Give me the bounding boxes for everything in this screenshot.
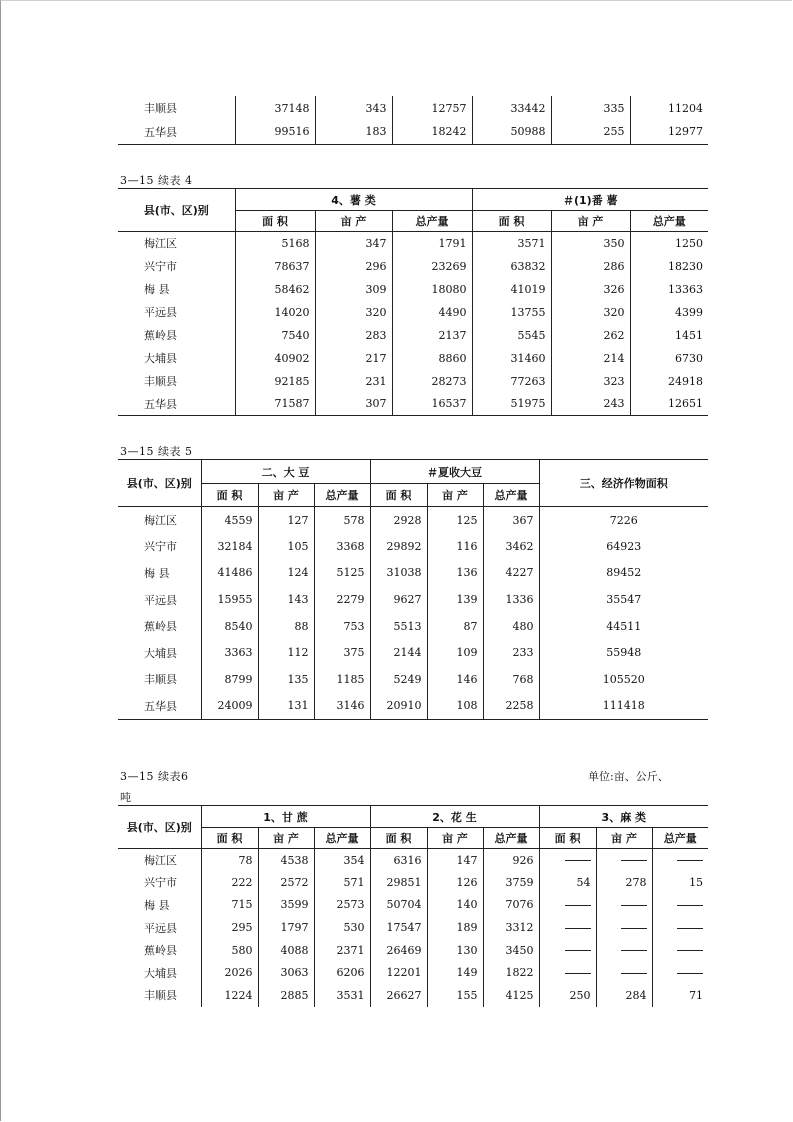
subheader-output: 总产量	[483, 828, 539, 849]
data-cell: 222	[201, 871, 258, 894]
region-name: 梅 县	[118, 278, 235, 301]
data-cell: 3312	[483, 916, 539, 939]
data-cell: 326	[551, 278, 630, 301]
data-cell: 78637	[235, 255, 315, 278]
table-row	[118, 639, 708, 666]
table-row	[118, 301, 708, 324]
dash-line	[677, 973, 703, 974]
data-cell: 1336	[483, 586, 539, 613]
data-cell: 78	[201, 849, 258, 872]
data-cell: 14020	[235, 301, 315, 324]
table-row	[118, 324, 708, 347]
unit-label: 单位:亩、公斤、	[588, 770, 669, 783]
data-cell: 2137	[392, 324, 472, 347]
data-cell: 15955	[201, 586, 258, 613]
table-row	[118, 871, 708, 894]
data-cell: 7226	[609, 513, 638, 527]
table5	[118, 459, 708, 720]
data-cell: 11204	[668, 101, 703, 115]
data-cell: 255	[551, 120, 630, 144]
data-cell: 146	[427, 666, 483, 693]
subheader-output: 总产量	[314, 484, 370, 507]
data-cell: 140	[427, 894, 483, 917]
data-cell: 32184	[201, 533, 258, 560]
data-cell: 3599	[258, 894, 314, 917]
data-cell: 243	[551, 393, 630, 416]
data-cell: 112	[258, 639, 314, 666]
empty-dash	[596, 894, 652, 917]
table-row	[118, 666, 708, 693]
data-cell: 6730	[675, 351, 704, 365]
data-cell: 1185	[314, 666, 370, 693]
data-cell: 28273	[392, 370, 472, 393]
data-cell: 295	[201, 916, 258, 939]
data-cell: 108	[427, 693, 483, 720]
data-cell: 12651	[630, 393, 708, 416]
table5-caption: 3—15 续表 5	[120, 445, 193, 458]
data-cell: 64923	[606, 539, 642, 553]
data-cell: 4490	[392, 301, 472, 324]
empty-dash	[539, 916, 596, 939]
subheader-area: 面 积	[370, 484, 427, 507]
region-name: 丰顺县	[118, 984, 201, 1007]
table-row	[118, 507, 708, 534]
data-cell: 217	[315, 347, 392, 370]
table6-caption: 3—15 续表6	[120, 770, 189, 783]
region-name: 大埔县	[118, 961, 201, 984]
data-cell: 12977	[630, 120, 708, 144]
data-cell: 753	[314, 613, 370, 640]
data-cell: 18230	[668, 259, 704, 273]
data-cell: 3531	[314, 984, 370, 1007]
data-cell: 183	[315, 120, 392, 144]
data-cell: 480	[483, 613, 539, 640]
data-cell: 5168	[235, 232, 315, 255]
data-cell: 33442	[472, 96, 551, 120]
data-cell: 189	[427, 916, 483, 939]
data-cell: 231	[315, 370, 392, 393]
data-cell: 926	[483, 849, 539, 872]
empty-dash	[652, 894, 708, 917]
region-name: 蕉岭县	[118, 939, 201, 962]
table-row	[118, 916, 708, 939]
data-cell: 136	[427, 560, 483, 587]
table-row	[118, 849, 708, 872]
region-name: 丰顺县	[118, 370, 235, 393]
data-cell: 147	[427, 849, 483, 872]
data-cell: 3146	[314, 693, 370, 720]
data-cell: 7076	[483, 894, 539, 917]
data-cell: 278	[596, 871, 652, 894]
data-cell: 3363	[201, 639, 258, 666]
data-cell: 51975	[472, 393, 551, 416]
dash-line	[621, 928, 647, 929]
dash-line	[565, 928, 591, 929]
data-cell: 124	[258, 560, 314, 587]
dash-line	[621, 860, 647, 861]
data-cell: 2144	[370, 639, 427, 666]
table-row	[118, 96, 708, 120]
unit-label-continuation: 吨	[120, 791, 131, 804]
data-cell: 13363	[668, 282, 704, 296]
data-cell: 126	[427, 871, 483, 894]
table-row	[118, 370, 708, 393]
data-cell: 309	[315, 278, 392, 301]
subheader-yield: 亩 产	[258, 484, 314, 507]
data-cell: 571	[314, 871, 370, 894]
data-cell: 15	[689, 875, 704, 889]
region-name: 兴宁市	[118, 255, 235, 278]
data-cell: 250	[539, 984, 596, 1007]
data-cell: 3063	[258, 961, 314, 984]
data-cell: 3368	[314, 533, 370, 560]
data-cell: 1250	[675, 236, 704, 250]
region-name: 梅江区	[118, 507, 201, 534]
region-header: 县(市、区)别	[118, 189, 235, 232]
table-row	[118, 533, 708, 560]
data-cell: 5125	[314, 560, 370, 587]
dash-line	[565, 905, 591, 906]
data-cell: 8860	[392, 347, 472, 370]
data-cell: 2026	[201, 961, 258, 984]
group-header-soybean: 二、大 豆	[201, 460, 370, 484]
data-cell: 50704	[370, 894, 427, 917]
table-row	[118, 894, 708, 917]
empty-dash	[539, 961, 596, 984]
data-cell: 37148	[235, 96, 315, 120]
data-cell: 296	[315, 255, 392, 278]
region-name: 梅江区	[118, 232, 235, 255]
data-cell: 320	[551, 301, 630, 324]
data-cell: 58462	[235, 278, 315, 301]
dash-line	[621, 973, 647, 974]
data-cell: 5545	[472, 324, 551, 347]
data-cell: 4088	[258, 939, 314, 962]
data-cell: 17547	[370, 916, 427, 939]
data-cell: 116	[427, 533, 483, 560]
data-cell: 139	[427, 586, 483, 613]
table-row	[118, 693, 708, 720]
subheader-area: 面 积	[370, 828, 427, 849]
data-cell: 320	[315, 301, 392, 324]
group-header-tubers: 4、薯 类	[235, 189, 472, 211]
data-cell: 130	[427, 939, 483, 962]
data-cell: 1822	[483, 961, 539, 984]
data-cell: 323	[551, 370, 630, 393]
data-cell: 89452	[606, 566, 642, 580]
subheader-area: 面 积	[472, 211, 551, 232]
data-cell: 16537	[392, 393, 472, 416]
data-cell: 92185	[235, 370, 315, 393]
data-cell: 3571	[472, 232, 551, 255]
data-cell: 578	[314, 507, 370, 534]
subheader-yield: 亩 产	[596, 828, 652, 849]
data-cell: 87	[427, 613, 483, 640]
data-cell: 367	[483, 507, 539, 534]
data-cell: 99516	[235, 120, 315, 144]
region-name: 蕉岭县	[118, 324, 235, 347]
data-cell: 233	[483, 639, 539, 666]
data-cell: 768	[483, 666, 539, 693]
data-cell: 24009	[201, 693, 258, 720]
data-cell: 7540	[235, 324, 315, 347]
data-cell: 155	[427, 984, 483, 1007]
data-cell: 343	[315, 96, 392, 120]
subheader-yield: 亩 产	[551, 211, 630, 232]
data-cell: 71	[689, 988, 704, 1002]
data-cell: 2573	[314, 894, 370, 917]
region-name: 兴宁市	[118, 871, 201, 894]
data-cell: 149	[427, 961, 483, 984]
dash-line	[565, 950, 591, 951]
data-cell: 18242	[392, 120, 472, 144]
region-name: 梅江区	[118, 849, 201, 872]
dash-line	[677, 860, 703, 861]
subheader-output: 总产量	[630, 211, 708, 232]
data-cell: 88	[258, 613, 314, 640]
data-cell: 214	[551, 347, 630, 370]
data-cell: 135	[258, 666, 314, 693]
table-row	[118, 393, 708, 416]
empty-dash	[596, 916, 652, 939]
data-cell: 2885	[258, 984, 314, 1007]
dash-line	[677, 928, 703, 929]
data-cell: 2258	[483, 693, 539, 720]
data-cell: 20910	[370, 693, 427, 720]
table-row	[118, 586, 708, 613]
data-cell: 105520	[602, 672, 645, 686]
data-cell: 1797	[258, 916, 314, 939]
region-header: 县(市、区)别	[118, 460, 201, 507]
data-cell: 5513	[370, 613, 427, 640]
empty-dash	[652, 916, 708, 939]
table-row	[118, 278, 708, 301]
data-cell: 1451	[675, 328, 704, 342]
data-cell: 715	[201, 894, 258, 917]
data-cell: 4125	[483, 984, 539, 1007]
table-row	[118, 560, 708, 587]
region-name: 丰顺县	[118, 96, 235, 120]
data-cell: 77263	[472, 370, 551, 393]
dash-line	[621, 950, 647, 951]
table-row	[118, 984, 708, 1007]
table-row	[118, 939, 708, 962]
empty-dash	[539, 849, 596, 872]
data-cell: 9627	[370, 586, 427, 613]
data-cell: 41486	[201, 560, 258, 587]
table-row	[118, 961, 708, 984]
data-cell: 55948	[606, 646, 642, 660]
dash-line	[621, 905, 647, 906]
data-cell: 307	[315, 393, 392, 416]
group-header-sugarcane: 1、甘 蔗	[201, 806, 370, 828]
data-cell: 12757	[392, 96, 472, 120]
subheader-output: 总产量	[392, 211, 472, 232]
subheader-area: 面 积	[539, 828, 596, 849]
data-cell: 26627	[370, 984, 427, 1007]
empty-dash	[652, 961, 708, 984]
empty-dash	[539, 939, 596, 962]
empty-dash	[596, 939, 652, 962]
data-cell: 41019	[472, 278, 551, 301]
data-cell: 31038	[370, 560, 427, 587]
empty-dash	[596, 849, 652, 872]
subheader-output: 总产量	[652, 828, 708, 849]
region-name: 平远县	[118, 301, 235, 324]
empty-dash	[539, 894, 596, 917]
data-cell: 24918	[668, 374, 704, 388]
data-cell: 2572	[258, 871, 314, 894]
region-name: 兴宁市	[118, 533, 201, 560]
data-cell: 4399	[675, 305, 704, 319]
data-cell: 6316	[370, 849, 427, 872]
data-cell: 109	[427, 639, 483, 666]
table-row	[118, 255, 708, 278]
dash-line	[565, 860, 591, 861]
dash-line	[677, 950, 703, 951]
data-cell: 31460	[472, 347, 551, 370]
data-cell: 580	[201, 939, 258, 962]
region-name: 五华县	[118, 693, 201, 720]
data-cell: 8799	[201, 666, 258, 693]
subheader-yield: 亩 产	[258, 828, 314, 849]
data-cell: 375	[314, 639, 370, 666]
data-cell: 23269	[392, 255, 472, 278]
data-cell: 284	[596, 984, 652, 1007]
empty-dash	[596, 961, 652, 984]
data-cell: 262	[551, 324, 630, 347]
data-cell: 111418	[539, 693, 708, 720]
subheader-area: 面 积	[201, 484, 258, 507]
data-cell: 1224	[201, 984, 258, 1007]
region-name: 五华县	[118, 393, 235, 416]
data-cell: 143	[258, 586, 314, 613]
data-cell: 5249	[370, 666, 427, 693]
region-name: 蕉岭县	[118, 613, 201, 640]
group-header-peanut: 2、花 生	[370, 806, 539, 828]
table-row	[118, 120, 708, 144]
data-cell: 105	[258, 533, 314, 560]
empty-dash	[652, 849, 708, 872]
data-cell: 125	[427, 507, 483, 534]
table4	[118, 188, 708, 416]
data-cell: 335	[551, 96, 630, 120]
table-row	[118, 347, 708, 370]
data-cell: 4538	[258, 849, 314, 872]
data-cell: 40902	[235, 347, 315, 370]
data-cell: 54	[539, 871, 596, 894]
data-cell: 71587	[235, 393, 315, 416]
data-cell: 3450	[483, 939, 539, 962]
region-header: 县(市、区)别	[118, 806, 201, 849]
data-cell: 13755	[472, 301, 551, 324]
data-cell: 350	[551, 232, 630, 255]
region-name: 平远县	[118, 586, 201, 613]
region-name: 梅 县	[118, 560, 201, 587]
data-cell: 50988	[472, 120, 551, 144]
region-name: 大埔县	[118, 347, 235, 370]
subheader-output: 总产量	[483, 484, 539, 507]
subheader-yield: 亩 产	[315, 211, 392, 232]
data-cell: 6206	[314, 961, 370, 984]
subheader-yield: 亩 产	[427, 828, 483, 849]
data-cell: 283	[315, 324, 392, 347]
table4-caption: 3—15 续表 4	[120, 174, 193, 187]
data-cell: 4227	[483, 560, 539, 587]
region-name: 大埔县	[118, 639, 201, 666]
data-cell: 2928	[370, 507, 427, 534]
data-cell: 286	[551, 255, 630, 278]
table6	[118, 805, 708, 1007]
dash-line	[677, 905, 703, 906]
data-cell: 530	[314, 916, 370, 939]
group-header-summer-soybean: ＃夏收大豆	[370, 460, 539, 484]
region-name: 平远县	[118, 916, 201, 939]
data-cell: 3759	[483, 871, 539, 894]
data-cell: 8540	[201, 613, 258, 640]
data-cell: 2279	[314, 586, 370, 613]
data-cell: 26469	[370, 939, 427, 962]
group-header-hemp: 3、麻 类	[539, 806, 708, 828]
data-cell: 1791	[392, 232, 472, 255]
subheader-area: 面 积	[235, 211, 315, 232]
region-name: 丰顺县	[118, 666, 201, 693]
table-row	[118, 232, 708, 255]
data-cell: 3462	[483, 533, 539, 560]
region-name: 五华县	[118, 120, 235, 144]
region-name: 梅 县	[118, 894, 201, 917]
group-header-cash-crop-area: 三、经济作物面积	[539, 460, 708, 507]
group-header-sweet-potato: ＃(1)番 薯	[472, 189, 708, 211]
data-cell: 63832	[472, 255, 551, 278]
data-cell: 354	[314, 849, 370, 872]
data-cell: 29892	[370, 533, 427, 560]
data-cell: 18080	[392, 278, 472, 301]
subheader-yield: 亩 产	[427, 484, 483, 507]
table-row	[118, 613, 708, 640]
data-cell: 347	[315, 232, 392, 255]
dash-line	[565, 973, 591, 974]
data-cell: 35547	[606, 593, 642, 607]
data-cell: 44511	[606, 619, 642, 633]
data-cell: 127	[258, 507, 314, 534]
table-continued-top	[118, 96, 708, 145]
data-cell: 2371	[314, 939, 370, 962]
subheader-area: 面 积	[201, 828, 258, 849]
empty-dash	[652, 939, 708, 962]
data-cell: 29851	[370, 871, 427, 894]
data-cell: 12201	[370, 961, 427, 984]
subheader-output: 总产量	[314, 828, 370, 849]
data-cell: 4559	[201, 507, 258, 534]
data-cell: 131	[258, 693, 314, 720]
